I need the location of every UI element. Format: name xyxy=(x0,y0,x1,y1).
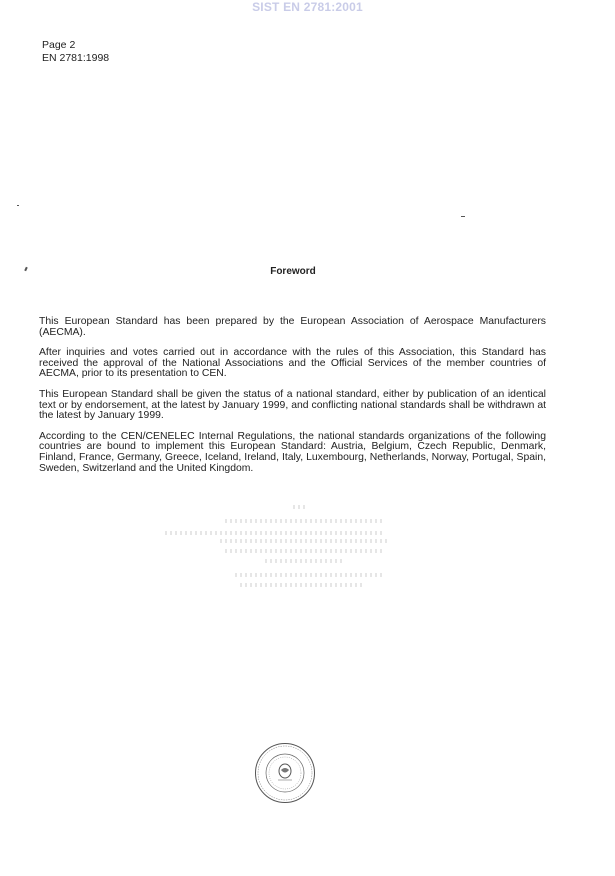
scan-speck xyxy=(17,205,19,206)
official-seal-icon xyxy=(254,742,316,804)
page-header xyxy=(42,39,109,65)
foreword-title: Foreword xyxy=(270,266,316,277)
scan-speck xyxy=(461,216,465,217)
foreword-body xyxy=(39,317,546,484)
watermark: SIST EN 2781:2001 xyxy=(252,0,363,14)
page-number: Page 2 xyxy=(42,39,76,51)
paragraph-preparation: This European Standard has been prepared by the European Association of Aerospace Manufacturers (AECMA). xyxy=(39,316,546,338)
paragraph-status: This European Standard shall be given the status of a national standard, either by publication of an identical text or by endorsement, at the latest by January 1999, and conflicting national standards shall be withdrawn at the latest by January 1999. xyxy=(39,388,546,422)
paragraph-implementation: According to the CEN/CENELEC Internal Regulations, the national standards organizations of the following countries are bound to implement this European Standard: Austria, Belgium, Czech Republic, Denmark, Finland, France, Germany, Greece, Iceland, Ireland, Italy, Luxembourg, Netherlands, Norway, Portugal, Spain, Sweden, Switzerland and the United Kingdom. xyxy=(39,430,546,474)
scan-bleed-through xyxy=(165,505,395,595)
standard-id: EN 2781:1998 xyxy=(42,52,110,64)
paragraph-approval: After inquiries and votes carried out in accordance with the rules of this Association, this Standard has received the approval of the National Associations and the Official Services of the member countries of AECMA, prior to its presentation to CEN. xyxy=(39,347,546,380)
